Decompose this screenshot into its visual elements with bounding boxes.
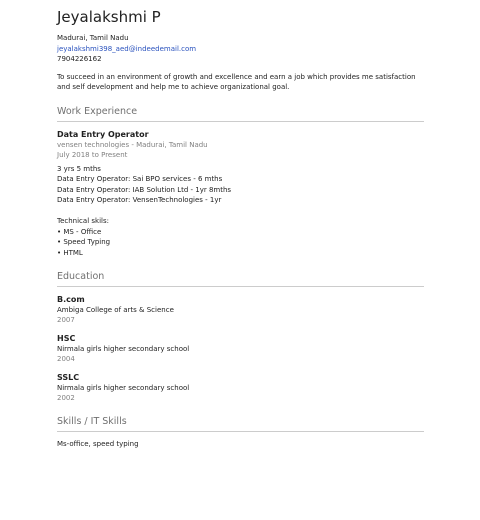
- spacer: [57, 206, 424, 217]
- job-skills-line: • Speed Typing: [57, 238, 111, 246]
- phone-text: 7904226162: [57, 55, 102, 63]
- job-dates: July 2018 to Present: [57, 150, 128, 159]
- edu-degree: B.com: [57, 295, 85, 304]
- job-company: vensen technologies - Madurai, Tamil Nadu: [57, 140, 208, 149]
- email-link[interactable]: jeyalakshmi398_aed@indeedemail.com: [57, 44, 197, 53]
- work-experience-heading: Work Experience: [57, 106, 424, 122]
- edu-degree: SSLC: [57, 373, 80, 382]
- edu-school: Nirmala girls higher secondary school: [57, 384, 190, 392]
- job-skills-line: • HTML: [57, 248, 83, 257]
- education-item: [57, 333, 424, 364]
- job-title: Data Entry Operator: [57, 129, 149, 139]
- job-description: [57, 164, 424, 259]
- summary-text: To succeed in an environment of growth and excellence and earn a job which provides me satisfaction and self development and help me to achieve organizational goal.: [57, 72, 416, 91]
- edu-year: 2002: [57, 394, 75, 402]
- candidate-name: Jeyalakshmi P: [57, 8, 161, 26]
- edu-year: 2007: [57, 316, 75, 324]
- job-desc-line: 3 yrs 5 mths: [57, 164, 101, 173]
- skills-text: Ms-office, speed typing: [57, 440, 139, 448]
- edu-degree: HSC: [57, 334, 76, 343]
- education-heading: Education: [57, 271, 424, 287]
- job-skills-line: Technical skils:: [57, 217, 109, 225]
- skills-heading: Skills / IT Skills: [57, 416, 424, 432]
- edu-year: 2004: [57, 355, 75, 363]
- job-desc-line: Data Entry Operator: Sai BPO services - 6 mths: [57, 175, 223, 183]
- job-desc-line: Data Entry Operator: VensenTechnologies - 1yr: [57, 196, 222, 204]
- edu-school: Nirmala girls higher secondary school: [57, 345, 190, 353]
- job-desc-line: Data Entry Operator: IAB Solution Ltd - 1yr 8mths: [57, 185, 232, 194]
- education-item: [57, 294, 424, 325]
- skills-section: [57, 416, 424, 450]
- education-section: [57, 271, 424, 403]
- work-experience-section: [57, 106, 424, 259]
- location-text: Madurai, Tamil Nadu: [57, 34, 129, 42]
- education-item: [57, 372, 424, 403]
- job-skills-line: • MS - Office: [57, 227, 102, 236]
- edu-school: Ambiga College of arts & Science: [57, 306, 174, 314]
